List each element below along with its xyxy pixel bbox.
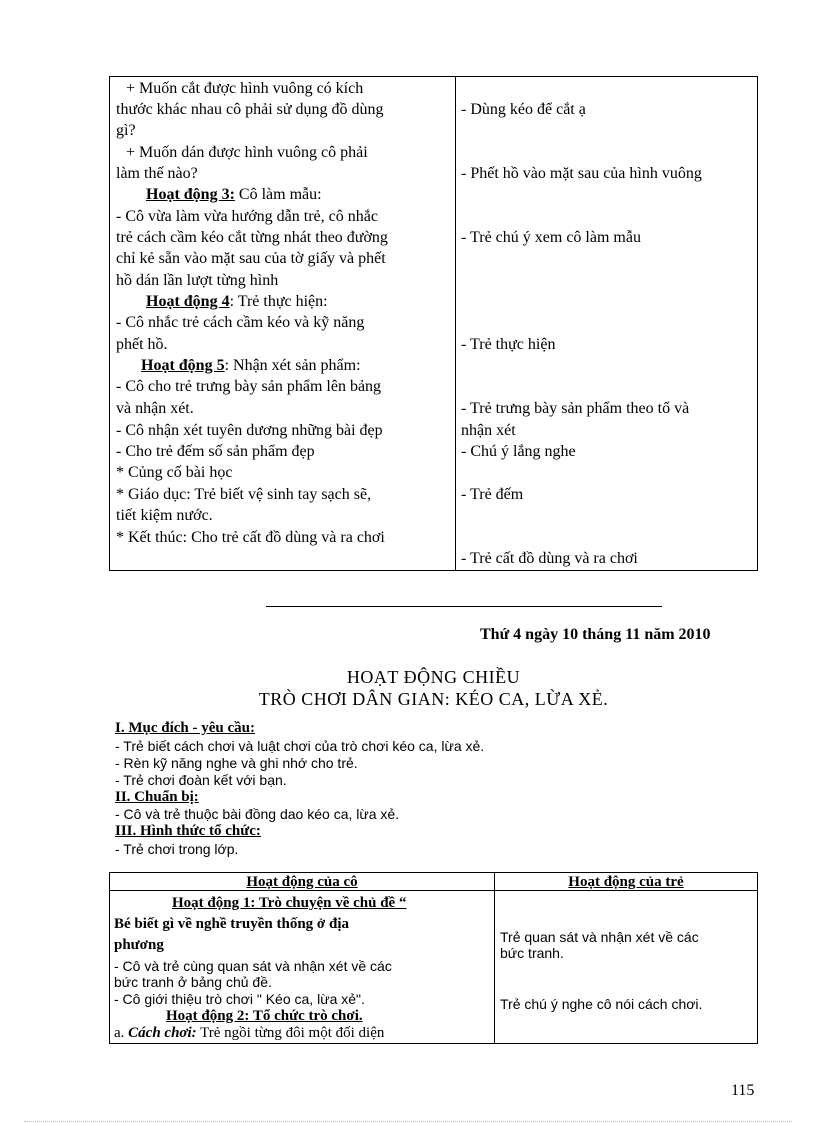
section-2-heading: II. Chuẩn bị: — [115, 789, 199, 805]
left-line: - Cho trẻ đếm số sản phẩm đẹp — [116, 443, 315, 460]
column-divider — [455, 77, 456, 570]
left-line: bức tranh ở bảng chủ đề. — [114, 974, 272, 990]
activity-5-label: Hoạt động 5 — [141, 357, 225, 374]
right-line: nhận xét — [461, 422, 516, 439]
activity-3-label: Hoạt động 3: — [146, 186, 235, 203]
left-line: chỉ kẻ sẵn vào mặt sau của tờ giấy và phết — [116, 250, 386, 267]
right-line: Trẻ chú ý nghe cô nói cách chơi. — [500, 996, 703, 1012]
right-line: bức tranh. — [500, 945, 564, 961]
date-line: Thứ 4 ngày 10 tháng 11 năm 2010 — [480, 626, 711, 643]
left-line: - Cô giới thiệu trò chơi " Kéo ca, lừa xẻ". — [114, 991, 365, 1007]
header-children: Hoạt động của trẻ — [568, 874, 684, 890]
activity-4-heading — [146, 292, 328, 312]
left-line: * Giáo dục: Trẻ biết vệ sinh tay sạch sẽ, — [116, 486, 372, 503]
left-line: hồ dán lần lượt từng hình — [116, 272, 279, 289]
activity-2-title: Hoạt động 2: Tổ chức trò chơi. — [166, 1008, 363, 1024]
play-text: Trẻ ngồi từng đôi một đối diện — [196, 1025, 385, 1041]
activity-4-label: Hoạt động 4 — [146, 293, 230, 310]
play-rules-line — [114, 1024, 384, 1042]
right-line: - Trẻ thực hiện — [461, 336, 556, 353]
section-item: - Trẻ biết cách chơi và luật chơi của trò chơi kéo ca, lừa xẻ. — [115, 738, 485, 754]
left-line: + Muốn cắt được hình vuông có kích — [126, 80, 364, 97]
left-line: làm thế nào? — [116, 165, 198, 182]
page-edge — [24, 1121, 792, 1122]
page-subtitle: TRÒ CHƠI DÂN GIAN: KÉO CA, LỪA XẺ. — [258, 689, 609, 709]
activity-table-top — [109, 76, 758, 571]
right-line: - Phết hồ vào mặt sau của hình vuông — [461, 165, 702, 182]
left-line: tiết kiệm nước. — [116, 507, 213, 524]
activity-1-line: Bé biết gì về nghề truyền thống ở địa — [114, 916, 349, 932]
play-label: Cách chơi: — [128, 1025, 197, 1041]
section-item: - Trẻ chơi đoàn kết với bạn. — [115, 772, 287, 788]
left-line: - Cô và trẻ cùng quan sát và nhận xét về các — [114, 958, 392, 974]
section-item: - Trẻ chơi trong lớp. — [115, 841, 239, 857]
right-line: - Trẻ cất đồ dùng và ra chơi — [461, 550, 638, 567]
left-line: + Muốn dán được hình vuông cô phải — [126, 144, 368, 161]
activity-3-text: Cô làm mẫu: — [234, 186, 322, 203]
left-line: - Cô vừa làm vừa hướng dẫn trẻ, cô nhắc — [116, 208, 378, 225]
activity-1-title: Hoạt động 1: Trò chuyện về chủ đề “ — [172, 895, 407, 911]
left-line: và nhận xét. — [116, 400, 194, 417]
section-1-heading: I. Mục đích - yêu cầu: — [115, 720, 255, 736]
header-teacher: Hoạt động của cô — [246, 874, 358, 890]
separator-line — [266, 606, 662, 607]
right-line: - Trẻ trưng bày sản phẩm theo tổ và — [461, 400, 690, 417]
activity-1-line: phương — [114, 937, 164, 953]
play-prefix: a. — [114, 1025, 129, 1041]
right-line: Trẻ quan sát và nhận xét về các — [500, 929, 699, 945]
left-line: - Cô nhận xét tuyên dương những bài đẹp — [116, 422, 383, 439]
page-title: HOẠT ĐỘNG CHIỀU — [346, 667, 521, 687]
left-line: * Kết thúc: Cho trẻ cất đồ dùng và ra chơi — [116, 529, 385, 546]
left-line: thước khác nhau cô phải sử dụng đồ dùng — [116, 101, 384, 118]
activity-table-bottom — [109, 872, 758, 1044]
column-divider — [494, 873, 495, 1043]
left-line: * Củng cố bài học — [116, 464, 233, 481]
left-line: gì? — [116, 122, 136, 139]
activity-5-text: : Nhận xét sản phẩm: — [224, 357, 361, 374]
right-line: - Trẻ chú ý xem cô làm mẫu — [461, 229, 641, 246]
left-line: - Cô cho trẻ trưng bày sản phẩm lên bảng — [116, 378, 382, 395]
left-line: phết hồ. — [116, 336, 168, 353]
page-number: 115 — [731, 1082, 755, 1099]
right-line: - Chú ý lắng nghe — [461, 443, 576, 460]
section-item: - Rèn kỹ năng nghe và ghi nhớ cho trẻ. — [115, 755, 358, 771]
left-line: trẻ cách cầm kéo cắt từng nhát theo đường — [116, 229, 388, 246]
right-line: - Trẻ đếm — [461, 486, 524, 503]
left-line: - Cô nhắc trẻ cách cầm kéo và kỹ năng — [116, 314, 365, 331]
section-3-heading: III. Hình thức tổ chức: — [115, 823, 261, 839]
activity-4-text: : Trẻ thực hiện: — [229, 293, 328, 310]
activity-5-heading — [141, 356, 361, 376]
section-item: - Cô và trẻ thuộc bài đồng dao kéo ca, lừa xẻ. — [115, 806, 400, 822]
activity-3-heading — [146, 185, 322, 205]
right-line: - Dùng kéo để cắt ạ — [461, 101, 586, 118]
